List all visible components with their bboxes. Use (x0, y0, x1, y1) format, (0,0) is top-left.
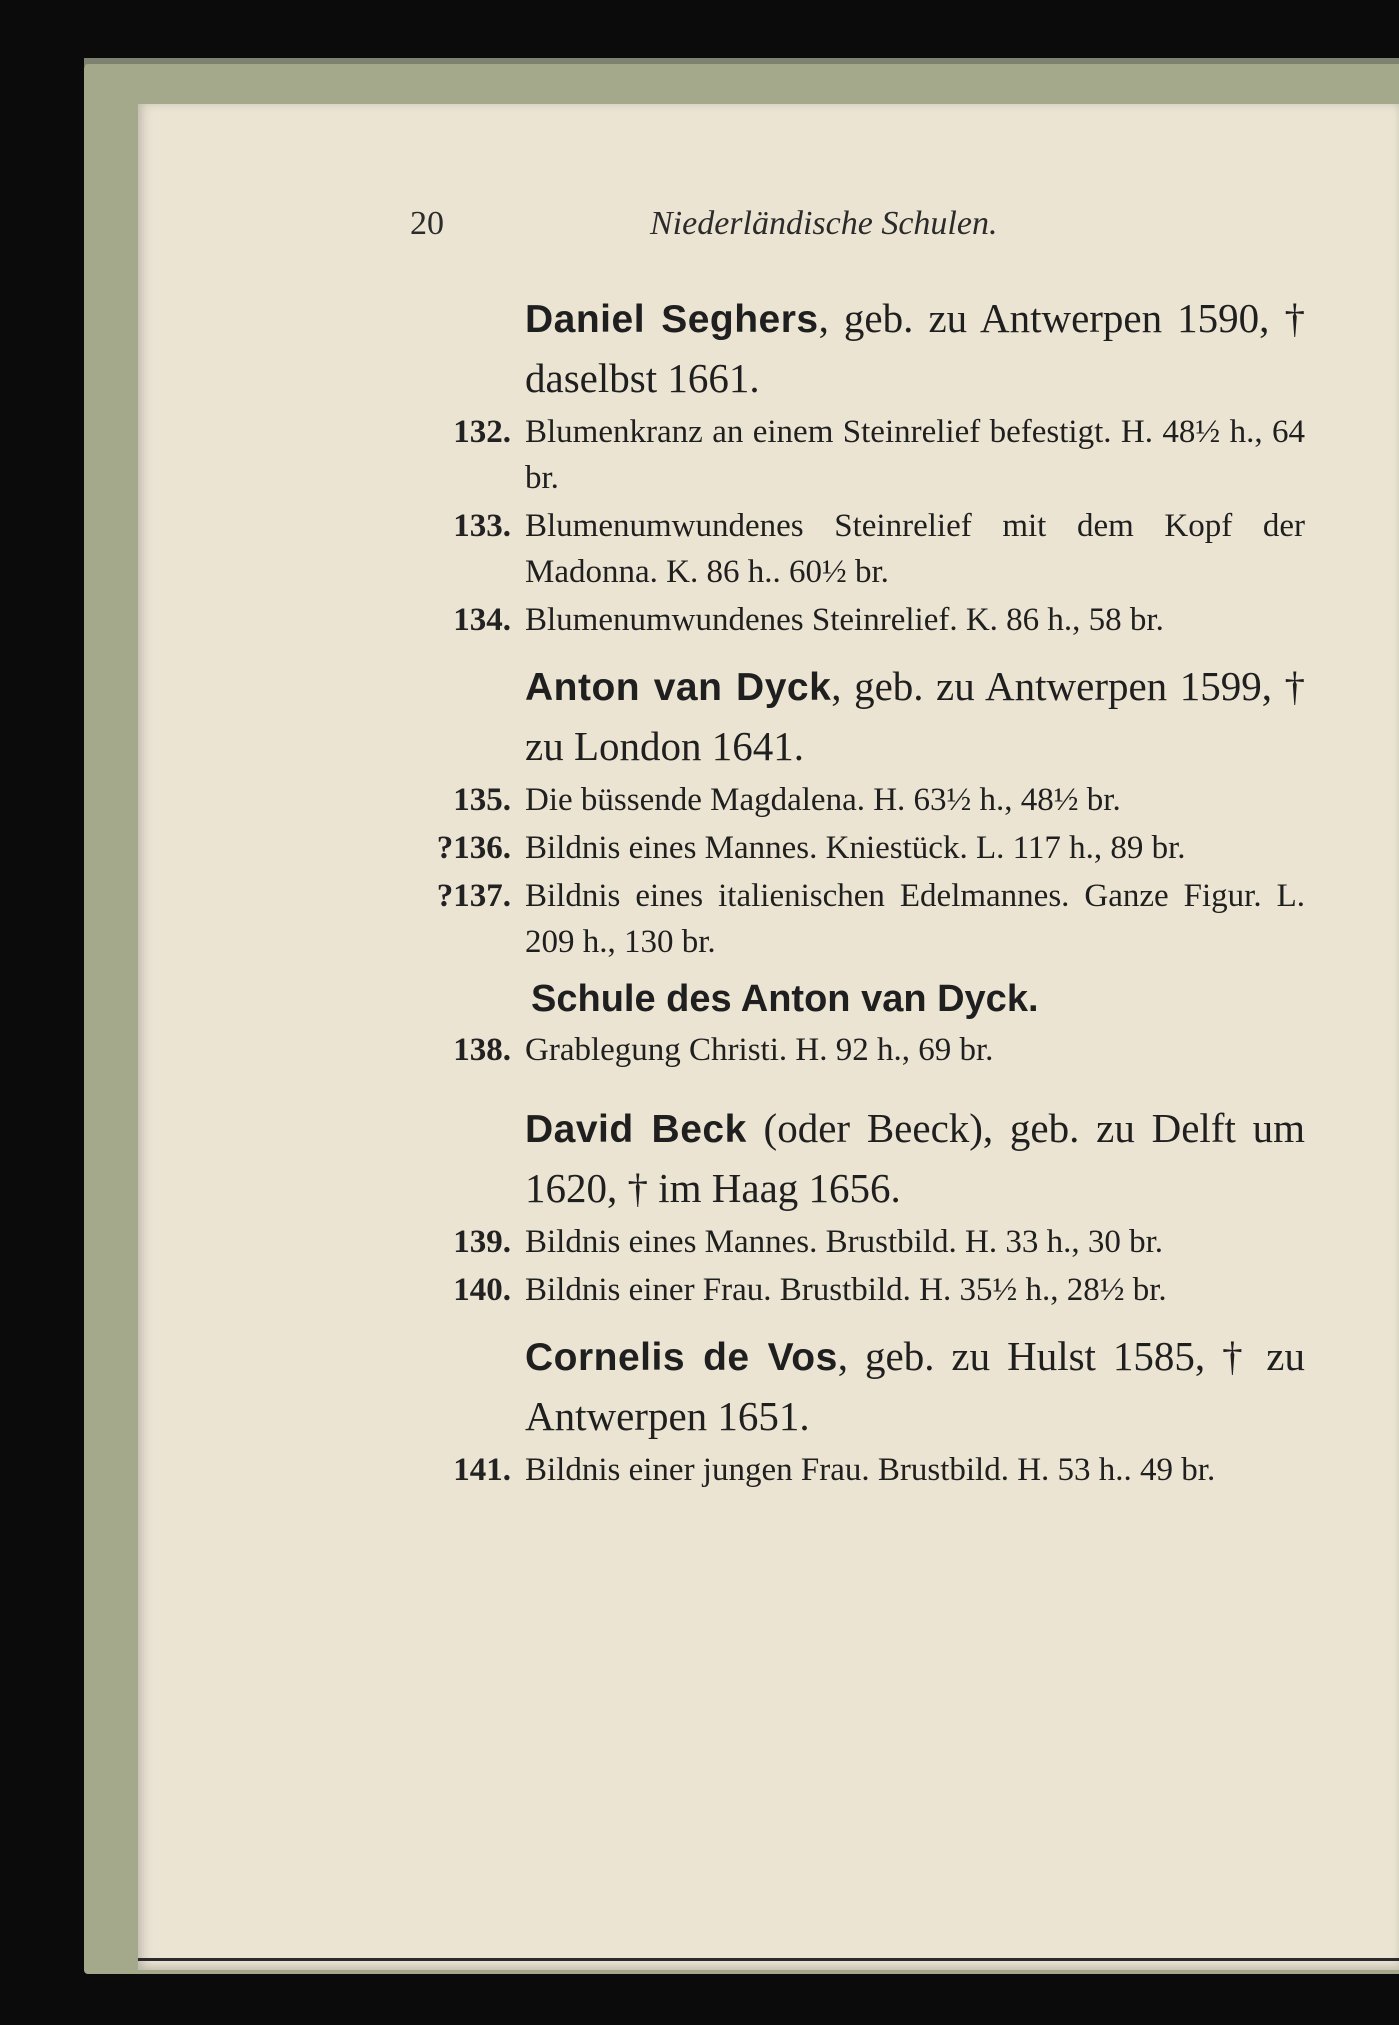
artist-heading (425, 1099, 1305, 1217)
catalog-entry (425, 597, 1305, 643)
artist-heading (425, 289, 1305, 407)
entry-number: 133. (453, 508, 511, 544)
entry-number: ?136. (436, 830, 511, 866)
entry-number: 138. (453, 1032, 511, 1068)
artist-heading (425, 657, 1305, 775)
catalog-content (425, 275, 1305, 1495)
catalog-entry (425, 1447, 1305, 1493)
entry-number: 134. (453, 602, 511, 638)
entry-description: Die büssende Magdalena. H. 63½ h., 48½ br. (525, 782, 1121, 818)
entry-description: Grablegung Christi. H. 92 h., 69 br. (525, 1032, 994, 1068)
catalog-entry (425, 409, 1305, 501)
artist-bio: , geb. zu Antwerpen 1599, † zu London 1641. (525, 663, 1305, 769)
entry-description: Bildnis einer Frau. Brustbild. H. 35½ h., 28½ br. (525, 1272, 1167, 1308)
artist-name: Cornelis de Vos (525, 1336, 838, 1379)
entry-number: 135. (453, 782, 511, 818)
entry-number: 132. (453, 414, 511, 450)
artist-name: David Beck (525, 1108, 747, 1151)
catalog-entry (425, 1219, 1305, 1265)
entry-description: Blumenumwundenes Steinrelief. K. 86 h., 58 br. (525, 602, 1164, 638)
entry-description: Blumenumwundenes Steinrelief mit dem Kopf der Madonna. K. 86 h.. 60½ br. (525, 508, 1305, 590)
catalog-entry (425, 777, 1305, 823)
entry-description: Bildnis eines Mannes. Kniestück. L. 117 h., 89 br. (525, 830, 1186, 866)
artist-bio: (oder Beeck), geb. zu Delft um 1620, † im Haag 1656. (525, 1105, 1305, 1211)
entry-description: Bildnis einer jungen Frau. Brustbild. H. 53 h.. 49 br. (525, 1452, 1216, 1488)
entry-description: Blumenkranz an einem Steinrelief befestigt. H. 48½ h., 64 br. (525, 414, 1305, 496)
entry-number: 140. (453, 1272, 511, 1308)
page-number: 20 (410, 205, 444, 242)
entry-number: ?137. (436, 878, 511, 914)
page-bottom-edge (138, 1958, 1399, 1961)
catalog-entry (425, 873, 1305, 965)
catalog-entry (425, 1027, 1305, 1073)
catalog-entry (425, 1267, 1305, 1313)
entry-description: Bildnis eines italienischen Edelmannes. Ganze Figur. L. 209 h., 130 br. (525, 878, 1305, 960)
artist-name: Anton van Dyck (525, 666, 832, 709)
catalog-entry (425, 503, 1305, 595)
entry-description: Bildnis eines Mannes. Brustbild. H. 33 h., 30 br. (525, 1224, 1163, 1260)
artist-bio: , geb. zu Antwerpen 1590, † daselbst 1661. (525, 295, 1306, 401)
entry-number: 141. (453, 1452, 511, 1488)
artist-bio: , geb. zu Hulst 1585, † zu Antwerpen 1651. (525, 1333, 1305, 1439)
running-title: Niederländische Schulen. (650, 205, 998, 242)
artist-heading (425, 1327, 1305, 1445)
page-header (0, 205, 1399, 255)
artist-name: Daniel Seghers (525, 298, 819, 341)
catalog-entry (425, 825, 1305, 871)
school-heading: Schule des Anton van Dyck. (531, 978, 1039, 1020)
entry-number: 139. (453, 1224, 511, 1260)
